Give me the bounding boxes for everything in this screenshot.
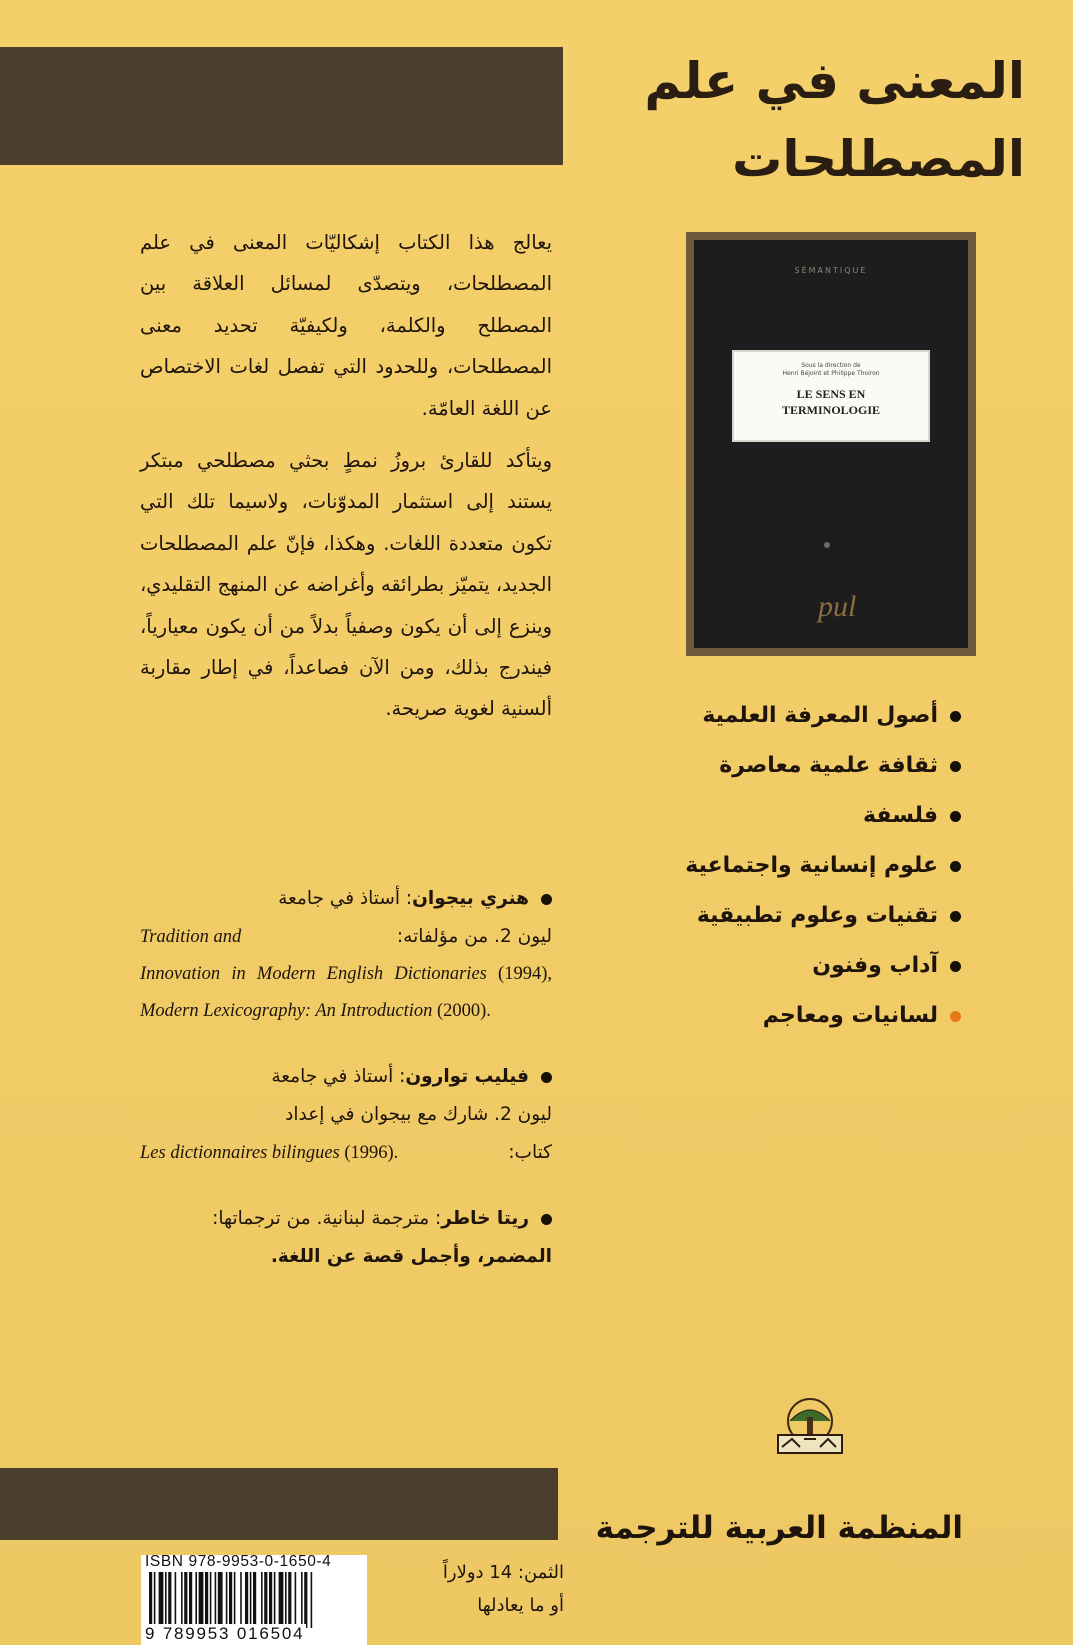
barcode-bar xyxy=(159,1572,164,1628)
translator-role: : مترجمة لبنانية. من ترجماتها: xyxy=(212,1208,442,1229)
barcode-bar xyxy=(279,1572,284,1628)
book-description xyxy=(140,222,552,730)
barcode-bar xyxy=(253,1572,256,1628)
barcode-bar xyxy=(149,1572,152,1628)
bullet-icon xyxy=(950,911,961,922)
barcode-bar xyxy=(181,1572,183,1628)
barcode-bar xyxy=(165,1572,167,1628)
barcode-bar xyxy=(311,1572,313,1628)
organization-logo-icon xyxy=(770,1395,850,1461)
barcode-bar xyxy=(245,1572,248,1628)
bullet-icon xyxy=(541,894,552,905)
author-1-role: : أستاذ في جامعة xyxy=(278,888,413,909)
cover-editors: Henri Béjoint et Philippe Thoiron xyxy=(782,370,880,377)
description-paragraph-2: ويتأكد للقارئ بروزُ نمطٍ بحثي مصطلحي مبتكر يستند إلى استثمار المدوّنات، ولاسيما تلك التي تكون متعددة اللغات. وهكذا، فإنّ علم المصطلحات الجديد، يتميّز بطرائقه وأغراضه عن المنهج التقليدي، وينزع إلى أن يكون وصفياً بدلاً من أن يكون معيارياً، فيندرج بذلك، ومن الآن فصاعداً، في إطار مقاربة ألسنية لغوية صريحة. xyxy=(140,449,552,721)
bullet-icon xyxy=(950,961,961,972)
barcode-bar xyxy=(229,1572,232,1628)
barcode-bar xyxy=(154,1572,156,1628)
bullet-icon xyxy=(950,711,961,722)
barcode-bar xyxy=(285,1572,287,1628)
description-paragraph-1: يعالج هذا الكتاب إشكاليّات المعنى في علم المصطلحات، ويتصدّى لمسائل العلاقة بين المصطلح والكلمة، ولكيفيّة تحديد معنى المصطلحات، وللحدود التي تفصل لغات الاختصاص عن اللغة العامّة. xyxy=(140,231,552,420)
author-1-works: Innovation in Modern English Dictionaries (1994), Modern Lexicography: An Introduction (2000). xyxy=(140,964,552,1021)
barcode-bar xyxy=(189,1572,192,1628)
barcode-bar xyxy=(199,1572,204,1628)
series-item: ثقافة علمية معاصرة xyxy=(601,748,961,798)
series-item: أصول المعرفة العلمية xyxy=(601,698,961,748)
original-cover-thumbnail xyxy=(694,240,968,648)
isbn-label: ISBN 978-9953-0-1650-4 xyxy=(145,1553,332,1570)
publisher-logo-pul: pul xyxy=(818,590,857,623)
barcode-bar xyxy=(218,1572,223,1628)
series-list xyxy=(601,698,961,1048)
publisher-name: المنظمة العربية للترجمة xyxy=(595,1510,963,1546)
author-1-name: هنري بيجوان xyxy=(412,888,529,909)
bullet-icon xyxy=(950,811,961,822)
cover-emblem-icon xyxy=(822,540,832,550)
barcode-bar xyxy=(234,1572,236,1628)
bullet-icon xyxy=(950,861,961,872)
author-2-name: فيليب توارون xyxy=(405,1066,529,1087)
barcode-bar xyxy=(215,1572,217,1628)
author-1-work-1: Tradition and xyxy=(140,927,242,947)
bottom-dark-band xyxy=(0,1468,558,1540)
translator-works: المضمر، وأجمل قصة عن اللغة. xyxy=(270,1246,552,1267)
price-line-1: الثمن: 14 دولاراً xyxy=(442,1562,564,1583)
price-line-2: أو ما يعادلها xyxy=(477,1595,564,1616)
bullet-icon xyxy=(541,1214,552,1225)
series-item: فلسفة xyxy=(601,798,961,848)
book-title xyxy=(605,42,1025,198)
barcode-digits: 9 789953 016504 xyxy=(145,1624,305,1643)
barcode xyxy=(147,1572,367,1628)
barcode-bar xyxy=(250,1572,252,1628)
author-2-line-2: ليون 2. شارك مع بيجوان في إعداد xyxy=(285,1104,552,1125)
bio-author-2 xyxy=(140,1058,552,1172)
series-item: علوم إنسانية واجتماعية xyxy=(601,848,961,898)
barcode-bar xyxy=(205,1572,208,1628)
author-bios xyxy=(140,880,552,1304)
barcode-bar xyxy=(168,1572,171,1628)
barcode-bar xyxy=(175,1572,177,1628)
title-line-1: المعنى في علم xyxy=(644,52,1025,110)
barcode-bar xyxy=(304,1572,307,1628)
cover-direction: Sous la direction de xyxy=(801,362,861,369)
bullet-icon xyxy=(950,761,961,772)
cover-title-line-1: LE SENS EN xyxy=(796,387,866,401)
barcode-bar xyxy=(184,1572,187,1628)
barcode-bar xyxy=(295,1572,297,1628)
barcode-bar xyxy=(261,1572,263,1628)
bullet-icon xyxy=(541,1072,552,1083)
author-2-role: : أستاذ في جامعة xyxy=(271,1066,406,1087)
series-item: تقنيات وعلوم تطبيقية xyxy=(601,898,961,948)
bio-author-1 xyxy=(140,880,552,1030)
barcode-bar xyxy=(195,1572,197,1628)
translator-name: ريتا خاطر xyxy=(441,1208,529,1229)
title-line-2: المصطلحات xyxy=(732,130,1025,188)
author-1-works-label: ليون 2. من مؤلفاته: xyxy=(396,926,552,947)
barcode-bar xyxy=(240,1572,242,1628)
barcode-bar xyxy=(226,1572,228,1628)
barcode-bar xyxy=(269,1572,272,1628)
cover-series: SÉMANTIQUE xyxy=(794,266,868,275)
price-info xyxy=(384,1556,564,1622)
author-2-book-label: كتاب: xyxy=(508,1142,552,1163)
series-item-current: لسانيات ومعاجم xyxy=(601,998,961,1048)
cover-title-line-2: TERMINOLOGIE xyxy=(781,403,880,417)
barcode-bar xyxy=(274,1572,276,1628)
series-item: آداب وفنون xyxy=(601,948,961,998)
barcode-bar xyxy=(264,1572,267,1628)
barcode-bar xyxy=(288,1572,291,1628)
top-dark-band xyxy=(0,47,563,165)
cover-title-box xyxy=(732,350,930,442)
author-2-work: Les dictionnaires bilingues (1996). xyxy=(140,1143,399,1163)
bullet-accent-icon xyxy=(950,1011,961,1022)
bio-translator xyxy=(140,1200,552,1276)
barcode-bar xyxy=(301,1572,303,1628)
barcode-bar xyxy=(210,1572,212,1628)
